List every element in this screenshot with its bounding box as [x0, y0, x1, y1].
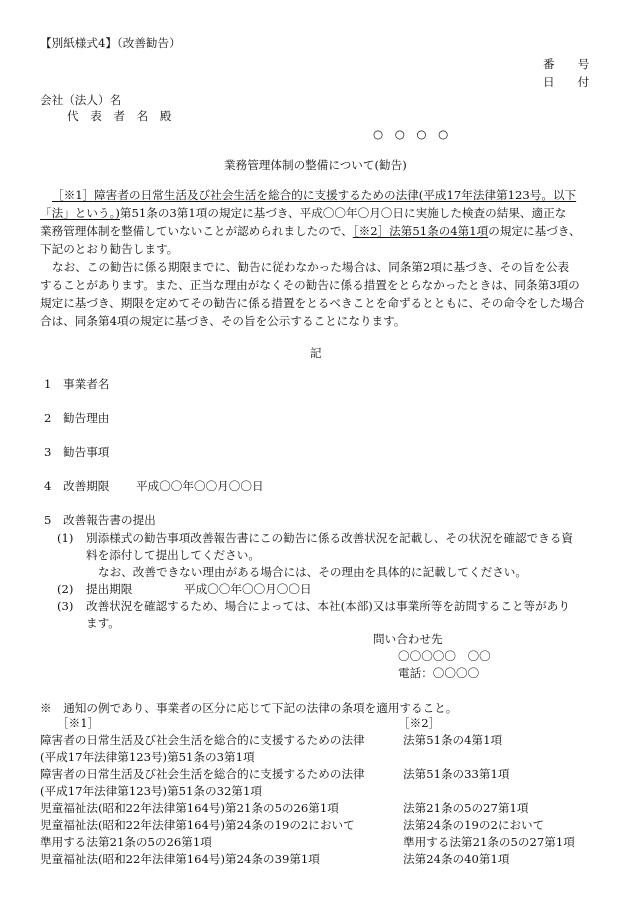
item-number: 5: [44, 513, 52, 527]
item-value-deadline: 平成〇〇年〇〇月〇〇日: [136, 479, 264, 493]
contact-heading: 問い合わせ先: [373, 632, 443, 646]
note-row-left: 準用する法第21条の5の26第1項: [40, 835, 212, 849]
law-reference-1: ［※1］障害者の日常生活及び社会生活を総合的に支援するための法律(平成17年法律第123号。以下: [52, 188, 577, 202]
law-reference-1-cont: 「法」という。): [40, 206, 120, 220]
item-label-business-name: 事業者名: [63, 377, 110, 391]
note-row-right: 法第21条の5の27第1項: [403, 801, 529, 815]
note-row-left: (平成17年法律第123号)第51条の3第1項: [40, 750, 255, 764]
body-paragraph-1: [40, 186, 592, 258]
body-line: 下記のとおり勧告します。: [40, 242, 179, 256]
note-row-right: 準用する法第21条の5の27第1項: [403, 835, 575, 849]
item-number: 1: [44, 377, 52, 391]
body-line: 業務管理体制を整備していないことが認められましたので、［※2］法第51条の4第1項の規定に基づき、: [40, 224, 581, 238]
body-line: 合は、同条第4項の規定に基づき、その旨を公示することになります。: [40, 314, 406, 328]
body-line: 「法」という。)第51条の3第1項の規定に基づき、平成〇〇年〇月〇日に実施した検査の結果、適正な: [40, 206, 567, 220]
note-row-left: 障害者の日常生活及び社会生活を総合的に支援するための法律: [40, 733, 365, 747]
item-label-matters: 勧告事項: [63, 445, 110, 459]
note-text: ※ 通知の例であり、事業者の区分に応じて下記の法律の条項を適用すること。: [40, 701, 458, 715]
document-title: 業務管理体制の整備について(勧告): [224, 158, 407, 172]
sub-item-number: (3): [57, 599, 74, 613]
ki-heading: 記: [310, 346, 322, 360]
note-row-left: 児童福祉法(昭和22年法律第164号)第21条の5の26第1項: [40, 801, 339, 815]
item-number: 2: [44, 411, 52, 425]
sub-item-number: (1): [57, 531, 74, 545]
company-name-label: 会社（法人）名: [40, 93, 122, 107]
item-label-reason: 勧告理由: [63, 411, 110, 425]
note-row-left: 障害者の日常生活及び社会生活を総合的に支援するための法律: [40, 767, 365, 781]
contact-phone: 電話：〇〇〇〇: [398, 666, 480, 680]
issuer-name: ○ ○ ○ ○: [373, 127, 449, 141]
sub-item-1-note: なお、改善できない理由がある場合には、その理由を具体的に記載してください。: [98, 565, 527, 579]
sub-item-1-text-cont: 料を添付して提出してください。: [86, 548, 260, 562]
item-number: 3: [44, 445, 52, 459]
sub-item-number: (2): [57, 582, 74, 596]
body-line: なお、この勧告に係る期限までに、勧告に従わなかった場合は、同条第2項に基づき、その旨を公表: [52, 260, 570, 274]
note-row-right: 法第51条の33第1項: [403, 767, 510, 781]
note-row-right: 法第51条の4第1項: [403, 733, 503, 747]
contact-department: 〇〇〇〇〇 〇〇: [398, 649, 491, 663]
representative-label: 代 表 者 名 殿: [67, 109, 172, 123]
body-line: 規定に基づき、期限を定めてその勧告に係る措置をとるべきことを命ずるとともに、その命令をした場合: [40, 296, 585, 310]
item-label-deadline: 改善期限: [63, 479, 110, 493]
body-line: することがあります。また、正当な理由がなくその勧告に係る措置をとらなかったときは、同条第3項の: [40, 278, 580, 292]
sub-item-1-text: 別添様式の勧告事項改善報告書にこの勧告に係る改善状況を記載し、その状況を確認できる資: [86, 531, 573, 545]
sub-item-2-label: 提出期限: [86, 582, 133, 596]
item-number: 4: [44, 479, 52, 493]
sub-item-3-text: 改善状況を確認するため、場合によっては、本社(本部)又は事業所等を訪問すること等があり: [86, 599, 570, 613]
note-col1-header: ［※1］: [57, 716, 100, 730]
sub-item-2-value: 平成〇〇年〇〇月〇〇日: [184, 582, 312, 596]
note-row-left: (平成17年法律第123号)第51条の32第1項: [40, 784, 262, 798]
item-label-report: 改善報告書の提出: [63, 513, 156, 527]
note-row-left: 児童福祉法(昭和22年法律第164号)第24条の19の2において: [40, 818, 355, 832]
note-row-right: 法第24条の19の2において: [403, 818, 545, 832]
form-label: 【別紙様式4】（改善勧告）: [40, 36, 181, 50]
sub-item-3-text-cont: ます。: [86, 616, 120, 630]
note-col2-header: ［※2］: [398, 716, 441, 730]
note-row-left: 児童福祉法(昭和22年法律第164号)第24条の39第1項: [40, 852, 320, 866]
date-label: 日 付: [543, 75, 590, 89]
law-reference-2: ［※2］法第51条の4第1項: [352, 224, 489, 238]
number-label: 番 号: [543, 57, 590, 71]
note-row-right: 法第24条の40第1項: [403, 852, 510, 866]
body-line: [40, 186, 592, 204]
body-paragraph-2: [40, 258, 592, 330]
